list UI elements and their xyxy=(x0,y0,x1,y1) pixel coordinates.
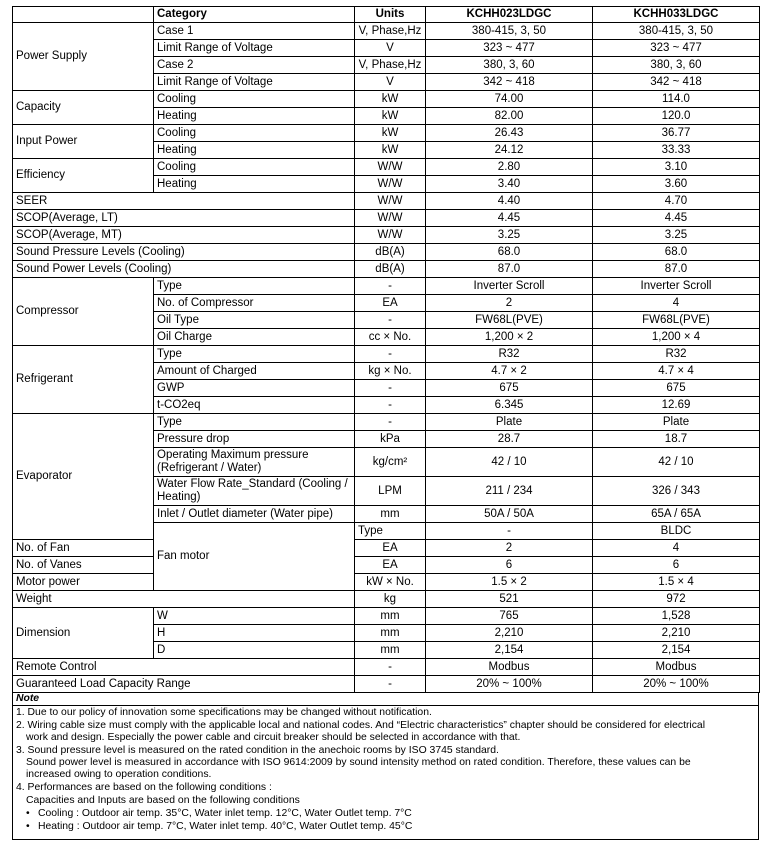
row-label: SEER xyxy=(13,193,355,210)
row-value-model-1: 82.00 xyxy=(426,108,593,125)
row-unit: kg × No. xyxy=(355,363,426,380)
row-sub-label: Cooling xyxy=(154,125,355,142)
row-value-model-1: 2,210 xyxy=(426,625,593,642)
row-group-label: Compressor xyxy=(13,278,154,346)
row-unit: mm xyxy=(355,625,426,642)
table-row xyxy=(13,608,760,625)
row-group-label: Dimension xyxy=(13,608,154,659)
row-value-model-1: 2 xyxy=(426,540,593,557)
row-value-model-2: 2,210 xyxy=(593,625,760,642)
row-value-model-2: 1.5 × 4 xyxy=(593,574,760,591)
row-sub-label: Type xyxy=(154,414,355,431)
row-unit: dB(A) xyxy=(355,244,426,261)
row-label: Weight xyxy=(13,591,355,608)
row-value-model-1: 521 xyxy=(426,591,593,608)
row-value-model-1: 74.00 xyxy=(426,91,593,108)
row-sub-label: Limit Range of Voltage xyxy=(154,40,355,57)
row-unit: EA xyxy=(355,557,426,574)
note-3-line-1: 3. Sound pressure level is measured on the rated condition in the anechoic rooms by ISO 3745 standard. xyxy=(16,745,499,756)
row-value-model-2: 323 ~ 477 xyxy=(593,40,760,57)
header-category: Category xyxy=(154,7,355,23)
row-value-model-1: 87.0 xyxy=(426,261,593,278)
table-row xyxy=(13,91,760,108)
row-unit: V xyxy=(355,40,426,57)
row-value-model-1: 2 xyxy=(426,295,593,312)
row-unit: V xyxy=(355,74,426,91)
row-value-model-2: 3.10 xyxy=(593,159,760,176)
row-sub-label: H xyxy=(154,625,355,642)
row-unit: EA xyxy=(355,540,426,557)
row-value-model-1: 42 / 10 xyxy=(426,448,593,477)
note-1: 1. Due to our policy of innovation some specifications may be changed without notification. xyxy=(16,707,432,718)
row-sub-label: Case 1 xyxy=(154,23,355,40)
row-value-model-2: 33.33 xyxy=(593,142,760,159)
row-sub-label: Motor power xyxy=(13,574,154,591)
row-value-model-1: R32 xyxy=(426,346,593,363)
row-value-model-1: 765 xyxy=(426,608,593,625)
row-unit: - xyxy=(355,346,426,363)
row-value-model-2: 68.0 xyxy=(593,244,760,261)
note-4-heating-text: Heating : Outdoor air temp. 7°C, Water inlet temp. 40°C, Water Outlet temp. 45°C xyxy=(38,821,413,832)
row-unit: - xyxy=(355,676,426,693)
row-value-model-2: 3.25 xyxy=(593,227,760,244)
row-value-model-2: 4.70 xyxy=(593,193,760,210)
row-value-model-1: 323 ~ 477 xyxy=(426,40,593,57)
row-group-label: Capacity xyxy=(13,91,154,125)
row-value-model-1: 2.80 xyxy=(426,159,593,176)
row-value-model-1: 4.7 × 2 xyxy=(426,363,593,380)
row-unit: mm xyxy=(355,608,426,625)
row-value-model-1: BLDC xyxy=(593,523,760,540)
note-4-cooling-item xyxy=(13,807,758,820)
row-value-model-2: 4.45 xyxy=(593,210,760,227)
row-value-model-2: 1,528 xyxy=(593,608,760,625)
row-value-model-2: 2,154 xyxy=(593,642,760,659)
row-value-model-2: 342 ~ 418 xyxy=(593,74,760,91)
row-unit: mm xyxy=(355,506,426,523)
row-sub-label: Inlet / Outlet diameter (Water pipe) xyxy=(154,506,355,523)
row-value-model-2: 18.7 xyxy=(593,431,760,448)
spec-sheet xyxy=(12,6,759,840)
row-sub-label: Case 2 xyxy=(154,57,355,74)
row-label: SCOP(Average, MT) xyxy=(13,227,355,244)
row-value-model-2: Plate xyxy=(593,414,760,431)
row-sub-label: Pressure drop xyxy=(154,431,355,448)
row-value-model-2: 20% ~ 100% xyxy=(593,676,760,693)
row-value-model-1: 6.345 xyxy=(426,397,593,414)
row-value-model-2: 6 xyxy=(593,557,760,574)
row-value-model-2: 87.0 xyxy=(593,261,760,278)
row-unit: W/W xyxy=(355,193,426,210)
row-unit: - xyxy=(355,312,426,329)
row-sub-label: Cooling xyxy=(154,159,355,176)
row-unit: kW xyxy=(355,125,426,142)
row-label: SCOP(Average, LT) xyxy=(13,210,355,227)
table-row xyxy=(13,557,760,574)
row-sub-label: Type xyxy=(154,346,355,363)
row-group-label: Input Power xyxy=(13,125,154,159)
row-group-label: Fan motor xyxy=(154,523,355,591)
row-value-model-1: Inverter Scroll xyxy=(426,278,593,295)
row-unit: W/W xyxy=(355,159,426,176)
note-2-line-2: work and design. Especially the power cable and circuit breaker should be selected in accordance with that. xyxy=(26,732,521,743)
table-row xyxy=(13,346,760,363)
header-blank xyxy=(13,7,154,23)
row-sub-label: Amount of Charged xyxy=(154,363,355,380)
row-unit: - xyxy=(355,414,426,431)
row-value-model-2: 4 xyxy=(593,295,760,312)
row-sub-label: W xyxy=(154,608,355,625)
row-value-model-2: 972 xyxy=(593,591,760,608)
row-unit: - xyxy=(355,380,426,397)
row-value-model-2: 12.69 xyxy=(593,397,760,414)
row-unit: W/W xyxy=(355,210,426,227)
row-value-model-1: 342 ~ 418 xyxy=(426,74,593,91)
row-sub-label: Heating xyxy=(154,176,355,193)
row-value-model-2: 1,200 × 4 xyxy=(593,329,760,346)
row-value-model-1: 1,200 × 2 xyxy=(426,329,593,346)
row-value-model-1: 6 xyxy=(426,557,593,574)
row-value-model-2: 42 / 10 xyxy=(593,448,760,477)
row-label: Guaranteed Load Capacity Range xyxy=(13,676,355,693)
row-unit: kW xyxy=(355,108,426,125)
row-value-model-2: R32 xyxy=(593,346,760,363)
table-row xyxy=(13,193,760,210)
row-unit: - xyxy=(355,397,426,414)
row-group-label: Evaporator xyxy=(13,414,154,540)
row-value-model-1: 3.40 xyxy=(426,176,593,193)
row-value-model-1: 3.25 xyxy=(426,227,593,244)
row-value-model-2: 36.77 xyxy=(593,125,760,142)
note-4-line-2: Capacities and Inputs are based on the following conditions xyxy=(26,795,300,806)
row-unit: - xyxy=(355,278,426,295)
row-unit: V, Phase,Hz xyxy=(355,23,426,40)
row-sub-label: Limit Range of Voltage xyxy=(154,74,355,91)
row-unit: EA xyxy=(355,295,426,312)
row-value-model-1: 24.12 xyxy=(426,142,593,159)
header-model-2: KCHH033LDGC xyxy=(593,7,760,23)
row-value-model-1: 2,154 xyxy=(426,642,593,659)
note-3-line-2: Sound power level is measured in accordance with ISO 9614:2009 by sound intensity method on rated condition. Therefore, these values can be xyxy=(26,757,691,768)
row-sub-label: Type xyxy=(355,523,426,540)
row-value-model-2: 380-415, 3, 50 xyxy=(593,23,760,40)
row-group-label: Efficiency xyxy=(13,159,154,193)
row-value-model-2: Modbus xyxy=(593,659,760,676)
row-value-model-2: 675 xyxy=(593,380,760,397)
row-sub-label: Oil Charge xyxy=(154,329,355,346)
table-row xyxy=(13,210,760,227)
table-header-row xyxy=(13,7,760,23)
row-unit: W/W xyxy=(355,227,426,244)
table-row xyxy=(13,23,760,40)
row-value-model-2: Inverter Scroll xyxy=(593,278,760,295)
header-units: Units xyxy=(355,7,426,23)
row-label: Sound Pressure Levels (Cooling) xyxy=(13,244,355,261)
row-value-model-1: 68.0 xyxy=(426,244,593,261)
row-unit: LPM xyxy=(355,477,426,506)
note-4-cooling-text: Cooling : Outdoor air temp. 35°C, Water inlet temp. 12°C, Water Outlet temp. 7°C xyxy=(38,808,412,819)
table-row xyxy=(13,244,760,261)
header-model-1: KCHH023LDGC xyxy=(426,7,593,23)
row-sub-label: GWP xyxy=(154,380,355,397)
row-unit: kW xyxy=(355,142,426,159)
table-row xyxy=(13,591,760,608)
row-value-model-1: 211 / 234 xyxy=(426,477,593,506)
row-value-model-1: 4.45 xyxy=(426,210,593,227)
row-value-model-1: 675 xyxy=(426,380,593,397)
row-unit: kW × No. xyxy=(355,574,426,591)
table-row xyxy=(13,676,760,693)
row-value-model-2: 4 xyxy=(593,540,760,557)
row-value-model-1: 26.43 xyxy=(426,125,593,142)
row-unit: - xyxy=(426,523,593,540)
table-row xyxy=(13,159,760,176)
row-sub-label: Cooling xyxy=(154,91,355,108)
row-value-model-2: 326 / 343 xyxy=(593,477,760,506)
row-sub-label: No. of Vanes xyxy=(13,557,154,574)
row-unit: cc × No. xyxy=(355,329,426,346)
note-2-line-1: 2. Wiring cable size must comply with the applicable local and national codes. And “Electric characteristics” chapter should be considered for electrical xyxy=(16,720,706,731)
table-row xyxy=(13,125,760,142)
row-unit: mm xyxy=(355,642,426,659)
row-unit: dB(A) xyxy=(355,261,426,278)
bullet-icon: • xyxy=(26,808,30,819)
table-row xyxy=(13,227,760,244)
row-value-model-1: 380-415, 3, 50 xyxy=(426,23,593,40)
row-value-model-1: FW68L(PVE) xyxy=(426,312,593,329)
note-3-line-3: increased owing to operation conditions. xyxy=(26,769,212,780)
row-value-model-1: 20% ~ 100% xyxy=(426,676,593,693)
row-sub-label: Operating Maximum pressure (Refrigerant / Water) xyxy=(154,448,355,477)
row-value-model-1: Modbus xyxy=(426,659,593,676)
table-row xyxy=(13,574,760,591)
row-value-model-2: 380, 3, 60 xyxy=(593,57,760,74)
row-value-model-2: 3.60 xyxy=(593,176,760,193)
table-row xyxy=(13,414,760,431)
table-row xyxy=(13,659,760,676)
row-unit: W/W xyxy=(355,176,426,193)
note-4-line-1: 4. Performances are based on the following conditions : xyxy=(16,782,272,793)
note-4-heating-item xyxy=(13,820,758,833)
notes-section xyxy=(12,693,759,840)
row-sub-label: No. of Compressor xyxy=(154,295,355,312)
table-row xyxy=(13,278,760,295)
row-sub-label: t-CO2eq xyxy=(154,397,355,414)
table-row xyxy=(13,261,760,278)
row-value-model-1: Plate xyxy=(426,414,593,431)
row-value-model-2: 4.7 × 4 xyxy=(593,363,760,380)
row-value-model-2: FW68L(PVE) xyxy=(593,312,760,329)
row-value-model-1: 380, 3, 60 xyxy=(426,57,593,74)
row-unit: kg xyxy=(355,591,426,608)
row-sub-label: Water Flow Rate_Standard (Cooling / Heating) xyxy=(154,477,355,506)
row-value-model-2: 65A / 65A xyxy=(593,506,760,523)
row-value-model-2: 114.0 xyxy=(593,91,760,108)
table-row xyxy=(13,540,760,557)
row-sub-label: Heating xyxy=(154,142,355,159)
row-sub-label: Type xyxy=(154,278,355,295)
specification-table xyxy=(12,6,760,693)
row-value-model-1: 28.7 xyxy=(426,431,593,448)
row-group-label: Power Supply xyxy=(13,23,154,91)
row-value-model-1: 4.40 xyxy=(426,193,593,210)
row-unit: - xyxy=(355,659,426,676)
row-value-model-1: 50A / 50A xyxy=(426,506,593,523)
row-unit: kg/cm² xyxy=(355,448,426,477)
row-group-label: Refrigerant xyxy=(13,346,154,414)
row-value-model-2: 120.0 xyxy=(593,108,760,125)
row-unit: kPa xyxy=(355,431,426,448)
notes-title: Note xyxy=(13,693,758,706)
row-label: Remote Control xyxy=(13,659,355,676)
row-unit: kW xyxy=(355,91,426,108)
row-sub-label: Heating xyxy=(154,108,355,125)
bullet-icon: • xyxy=(26,821,30,832)
row-sub-label: No. of Fan xyxy=(13,540,154,557)
row-label: Sound Power Levels (Cooling) xyxy=(13,261,355,278)
row-sub-label: Oil Type xyxy=(154,312,355,329)
row-value-model-1: 1.5 × 2 xyxy=(426,574,593,591)
row-unit: V, Phase,Hz xyxy=(355,57,426,74)
row-sub-label: D xyxy=(154,642,355,659)
